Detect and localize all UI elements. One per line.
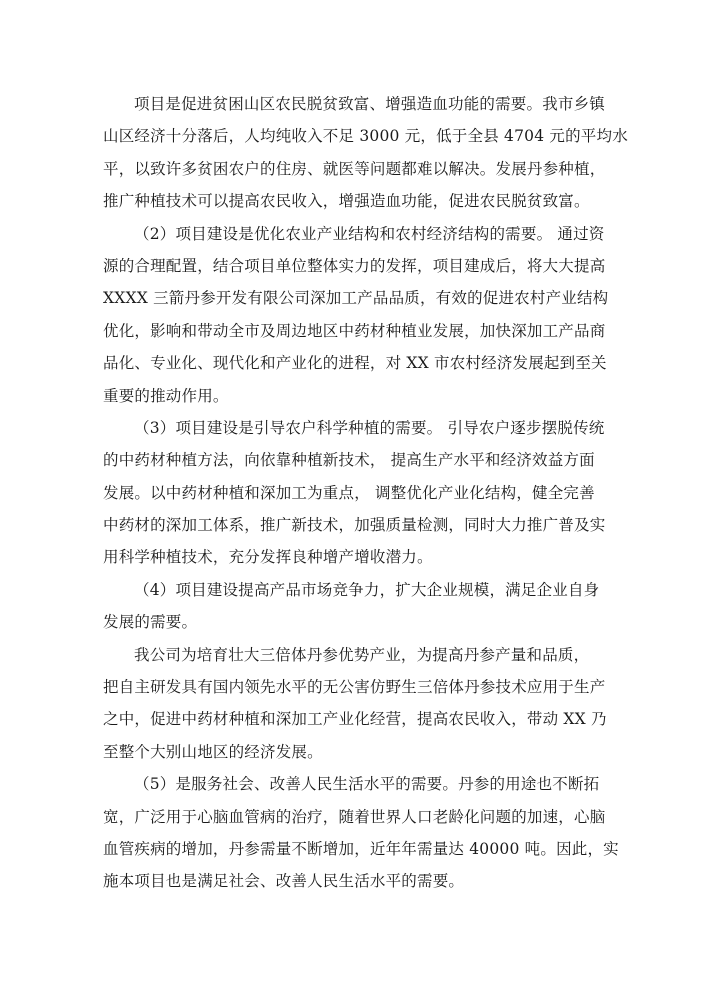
text-line: 推广种植技术可以提高农民收入，增强造血功能，促进农民脱贫致富。: [103, 192, 590, 211]
text-line: （2）项目建设是优化农业产业结构和农村经济结构的需要。 通过资: [134, 224, 605, 243]
text-line: （4）项目建设提高产品市场竞争力，扩大企业规模，满足企业自身: [134, 580, 600, 599]
text-line: 源的合理配置，结合项目单位整体实力的发挥，项目建成后，将大大提高: [103, 256, 606, 275]
text-line: 重要的推动作用。: [103, 386, 229, 405]
text-line: 血管疾病的增加，丹参需量不断增加，近年年需量达 40000 吨。因此，实: [103, 839, 619, 858]
text-line: 优化，影响和带动全市及周边地区中药材种植业发展，加快深加工产品商: [103, 321, 606, 340]
text-line: 之中，促进中药材种植和深加工产业化经营，提高农民收入，带动 XX 乃: [103, 710, 607, 729]
text-line: 用科学种植技术，充分发挥良种增产增收潜力。: [103, 548, 433, 567]
text-line: （3）项目建设是引导农户科学种植的需要。 引导农户逐步摆脱传统: [134, 418, 605, 437]
body-text: [103, 88, 633, 898]
text-line: 中药材的深加工体系，推广新技术，加强质量检测，同时大力推广普及实: [103, 516, 606, 535]
text-line: 发展。以中药材种植和深加工为重点， 调整优化产业化结构，健全完善: [103, 483, 595, 502]
text-line: 我公司为培育壮大三倍体丹参优势产业，为提高丹参产量和品质，: [134, 645, 590, 664]
text-line: 平，以致许多贫困农户的住房、就医等问题都难以解决。发展丹参种植，: [103, 159, 606, 178]
text-line: 把自主研发具有国内领先水平的无公害仿野生三倍体丹参技术应用于生产: [103, 678, 606, 697]
text-line: 至整个大别山地区的经济发展。: [103, 742, 323, 761]
text-line: 项目是促进贫困山区农民脱贫致富、增强造血功能的需要。我市乡镇: [134, 95, 606, 113]
text-line: （5）是服务社会、改善人民生活水平的需要。丹参的用途也不断拓: [134, 775, 600, 794]
text-line: 宽，广泛用于心脑血管病的治疗，随着世界人口老龄化问题的加速，心脑: [103, 807, 606, 826]
text-line: 品化、专业化、现代化和产业化的进程，对 XX 市农村经济发展起到至关: [103, 354, 607, 373]
text-line: 施本项目也是满足社会、改善人民生活水平的需要。: [103, 872, 465, 891]
text-line: 山区经济十分落后，人均纯收入不足 3000 元，低于全县 4704 元的平均水: [103, 127, 628, 146]
text-line: XXXX 三箭丹参开发有限公司深加工产品品质，有效的促进农村产业结构: [103, 289, 609, 308]
text-line: 发展的需要。: [103, 613, 198, 632]
text-line: 的中药材种植方法，向依靠种植新技术， 提高生产水平和经济效益方面: [103, 451, 595, 470]
